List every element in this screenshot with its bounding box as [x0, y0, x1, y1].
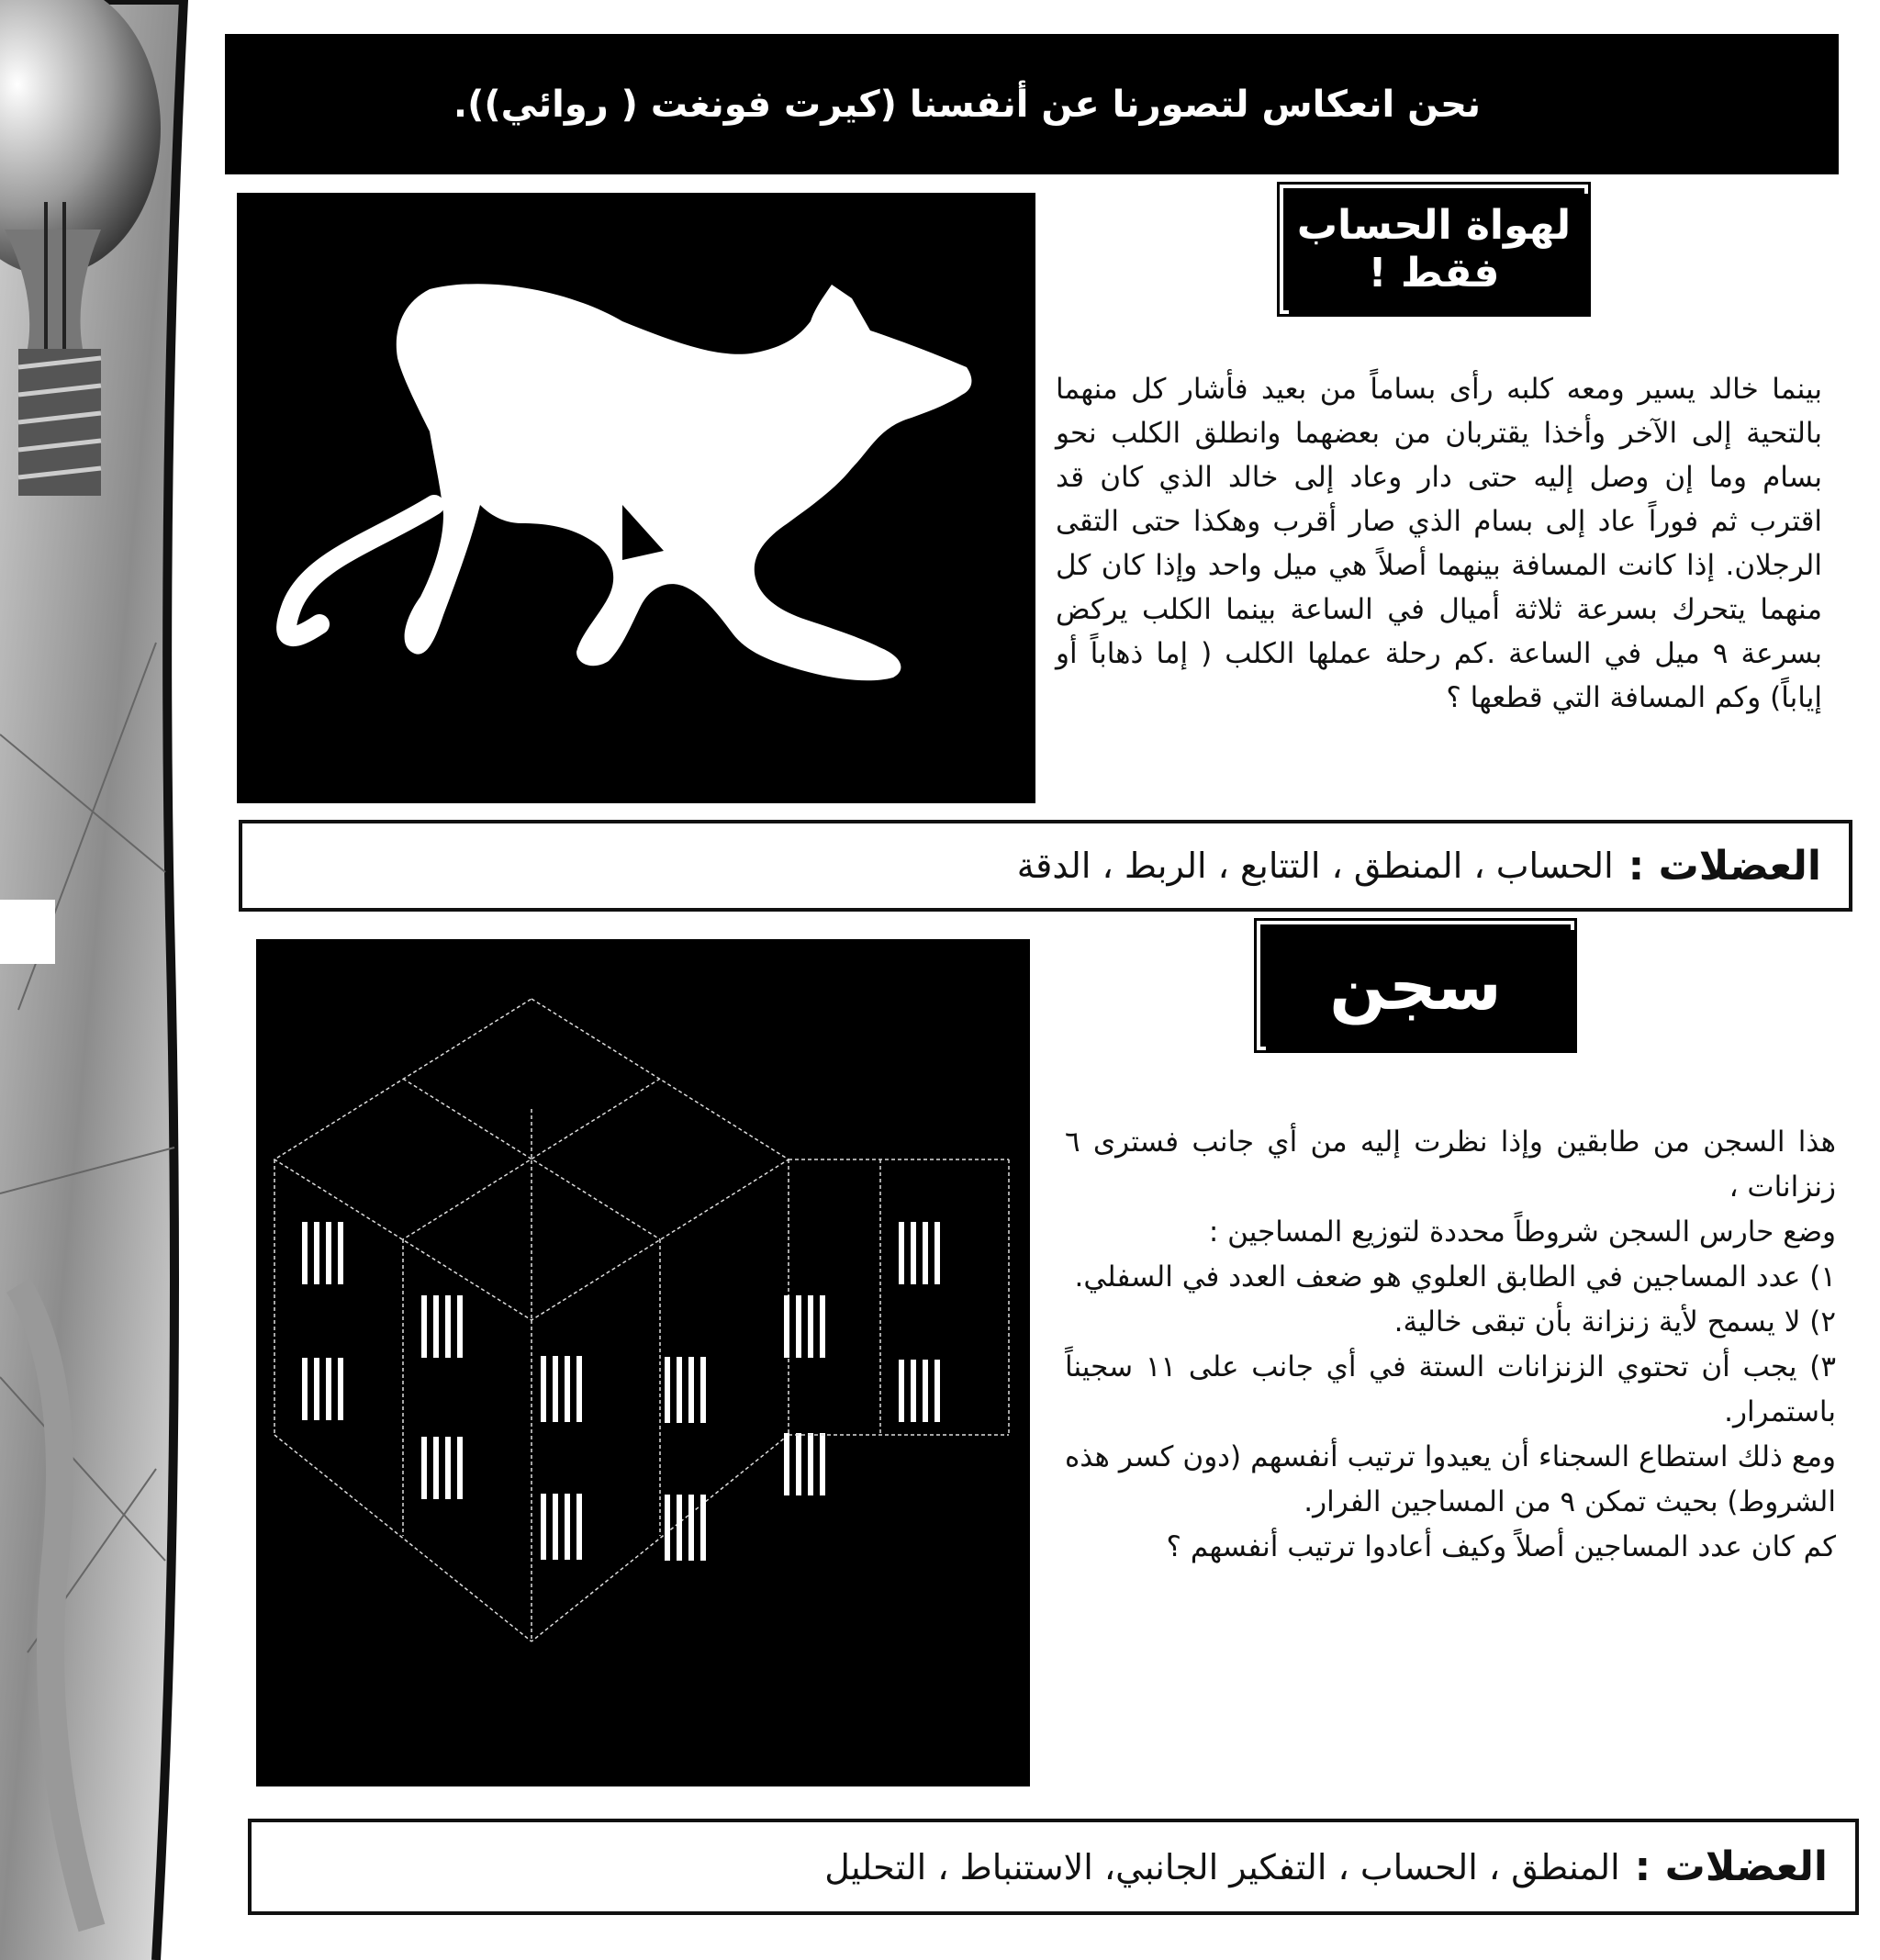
- prison-building-icon: [256, 939, 1030, 1786]
- quote-banner: [225, 34, 1839, 174]
- running-dog-illustration: [237, 193, 1035, 803]
- puzzle2-line: ومع ذلك استطاع السجناء أن يعيدوا ترتيب أنفسهم (دون كسر هذه الشروط) بحيث تمكن ٩ من المساجين الفرار.: [1065, 1440, 1836, 1518]
- puzzle2-line: هذا السجن من طابقين وإذا نظرت إليه من أي جانب فسترى ٦ زنزانات ،: [1065, 1126, 1836, 1204]
- puzzle1-body: بينما خالد يسير ومعه كلبه رأى بساماً من بعيد فأشار كل منهما بالتحية إلى الآخر وأخذا يقتربان من بعضهما وانطلق الكلب نحو بسام وما إن وصل إليه حتى دار وعاد إلى خالد الذي كان قد اقترب ثم فوراً عاد إلى بسام الذي صار أقرب وهكذا حتى التقى الرجلان. إذا كانت المسافة بينهما أصلاً هي ميل واحد وإذا كان كل منهما يتحرك بسرعة ثلاثة أميال في الساعة بينما الكلب يركض بسرعة ٩ ميل في الساعة .كم رحلة عملها الكلب ( إما ذهاباً أو إياباً) وكم المسافة التي قطعها ؟: [1056, 373, 1823, 714]
- prison-cube-illustration: [256, 939, 1030, 1786]
- puzzle2-line: كم كان عدد المساجين أصلاً وكيف أعادوا ترتيب أنفسهم ؟: [1166, 1530, 1836, 1563]
- puzzle2-skills-list: المنطق ، الحساب ، التفكير الجانبي، الاستنباط ، التحليل: [824, 1846, 1620, 1887]
- quote-text: نحن انعكاس لتصورنا عن أنفسنا (كيرت فونغت ( روائي)).: [453, 83, 1481, 126]
- puzzle2-skills-label: العضلات :: [1634, 1843, 1828, 1890]
- puzzle2-line: ١) عدد المساجين في الطابق العلوي هو ضعف العدد في السفلي.: [1074, 1260, 1836, 1294]
- puzzle1-skills-list: الحساب ، المنطق ، التتابع ، الربط ، الدقة: [1016, 846, 1614, 886]
- puzzle1-title-line1: لهواة الحساب: [1296, 201, 1572, 249]
- puzzle2-skills-box: [248, 1819, 1859, 1915]
- puzzle1-skills-label: العضلات :: [1628, 842, 1821, 890]
- dog-silhouette-icon: [237, 193, 1035, 803]
- light-bulb-illustration: [0, 0, 220, 1960]
- puzzle2-line: وضع حارس السجن شروطاً محددة لتوزيع المساجين :: [1208, 1215, 1836, 1249]
- puzzle2-line: ٣) يجب أن تحتوي الزنزانات الستة في أي جانب على ١١ سجيناً باستمرار.: [1065, 1350, 1837, 1428]
- puzzle2-title: سجن: [1329, 946, 1502, 1025]
- puzzle2-body: [1065, 1120, 1836, 1570]
- puzzle2-title-box: [1260, 924, 1571, 1047]
- puzzle1-skills-box: [239, 820, 1852, 912]
- puzzle1-title-box: [1283, 188, 1584, 310]
- decorative-sidebar: [0, 0, 220, 1960]
- puzzle2-line: ٢) لا يسمح لأية زنزانة بأن تبقى خالية.: [1393, 1305, 1836, 1338]
- puzzle1-title-line2: فقط !: [1368, 249, 1500, 297]
